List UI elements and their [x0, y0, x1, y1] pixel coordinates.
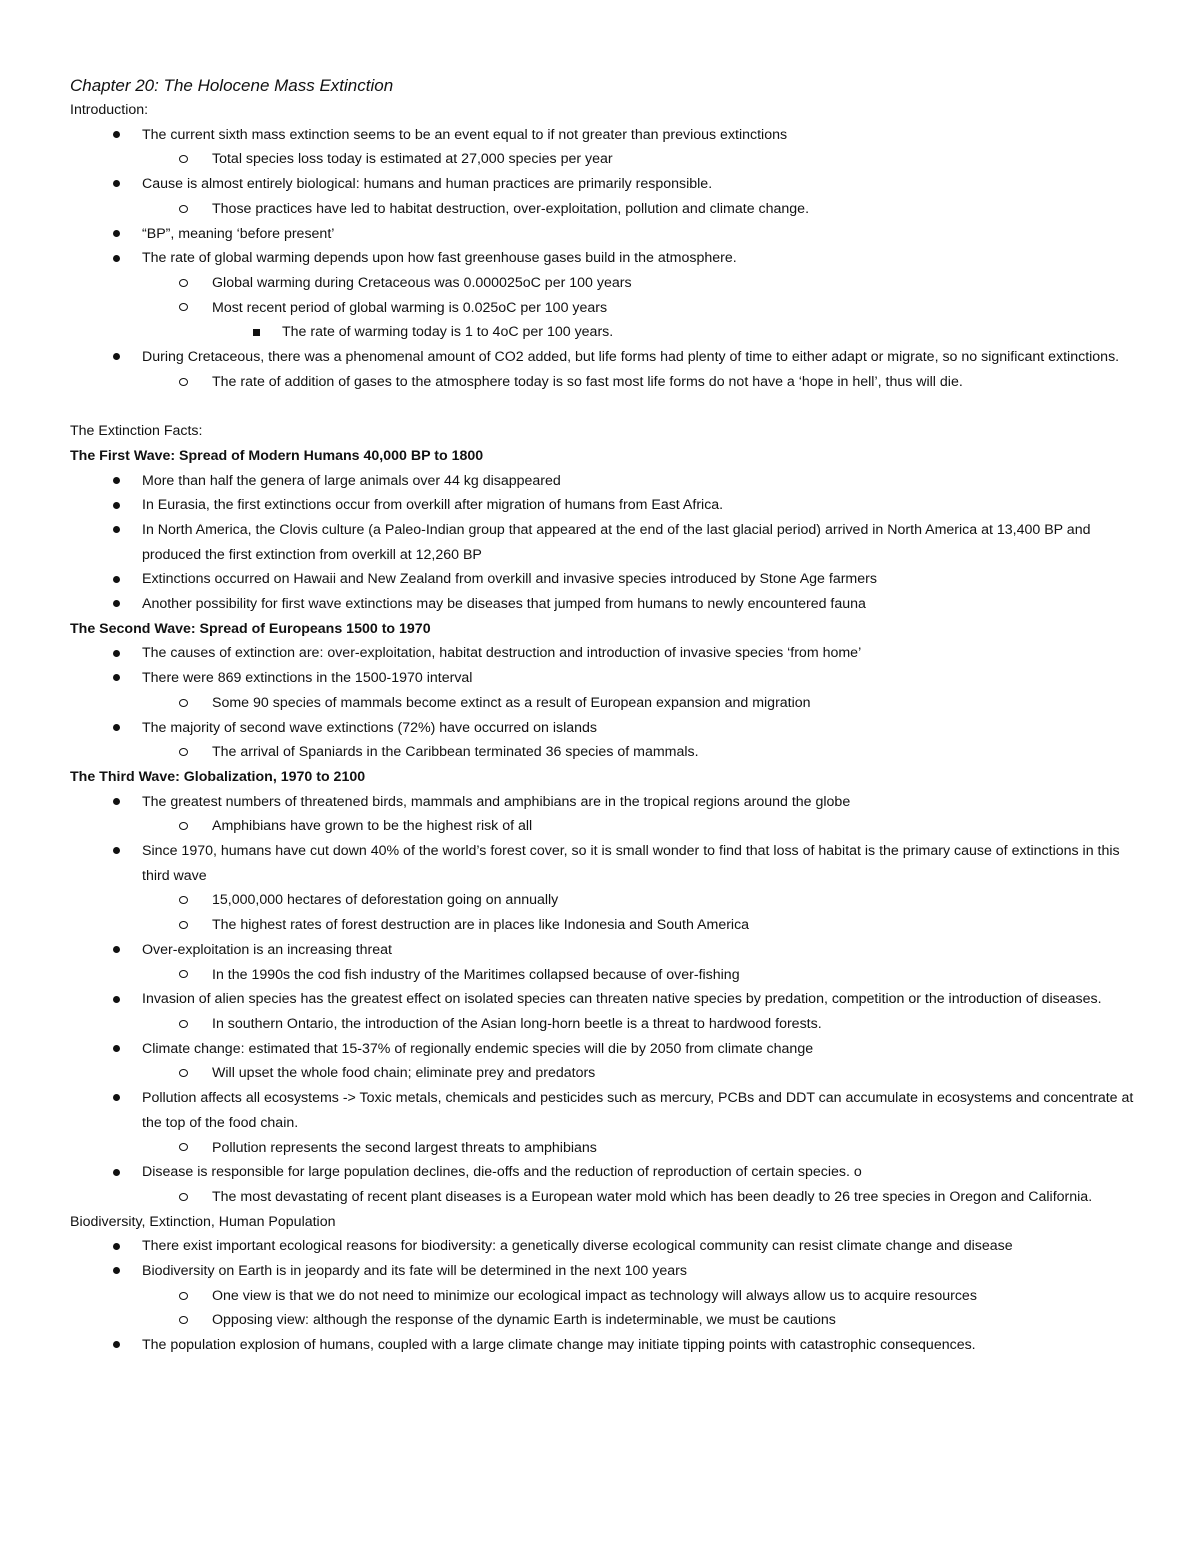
line-text: The most devastating of recent plant diseases is a European water mold which has been deadly to 26 tree species in Oregon and California.	[212, 1188, 1093, 1205]
wave-heading	[70, 617, 1150, 642]
sub-bullet-item	[70, 1012, 1150, 1037]
section-heading	[70, 419, 1150, 444]
bullet-dot-icon	[108, 666, 124, 691]
bullet-dot-icon	[108, 938, 124, 963]
bullet-circle-icon	[175, 740, 191, 765]
bullet-item	[70, 641, 1150, 666]
line-text: One view is that we do not need to minimize our ecological impact as technology will always allow us to acquire resources	[212, 1287, 977, 1304]
bullet-item	[70, 1234, 1150, 1259]
line-text: Pollution represents the second largest threats to amphibians	[212, 1139, 597, 1156]
sub-bullet-item	[70, 197, 1150, 222]
sub-sub-bullet-item	[70, 320, 1150, 345]
bullet-circle-icon	[175, 147, 191, 172]
bullet-dot-icon	[108, 222, 124, 247]
line-text: More than half the genera of large animals over 44 kg disappeared	[142, 472, 561, 489]
bullet-dot-icon	[108, 1333, 124, 1358]
line-text: Climate change: estimated that 15-37% of regionally endemic species will die by 2050 from climate change	[142, 1040, 814, 1057]
wave-heading	[70, 444, 1150, 469]
bullet-circle-icon	[175, 814, 191, 839]
bullet-item	[70, 938, 1150, 963]
sub-bullet-item	[70, 296, 1150, 321]
line-text: The First Wave: Spread of Modern Humans 40,000 BP to 1800	[70, 447, 484, 464]
bullet-circle-icon	[175, 296, 191, 321]
bullet-circle-icon	[175, 888, 191, 913]
line-text: Invasion of alien species has the greatest effect on isolated species can threaten native species by predation, competition or the introduction of diseases.	[142, 991, 1102, 1008]
bullet-dot-icon	[108, 172, 124, 197]
bullet-dot-icon	[108, 1160, 124, 1185]
bullet-item	[70, 246, 1150, 271]
bullet-item	[70, 666, 1150, 691]
line-text: There exist important ecological reasons for biodiversity: a genetically diverse ecological community can resist climate change and disease	[142, 1238, 1013, 1255]
sub-bullet-item	[70, 271, 1150, 296]
bullet-item	[70, 790, 1150, 815]
bullet-dot-icon	[108, 345, 124, 370]
line-text: “BP”, meaning ‘before present’	[142, 225, 335, 242]
bullet-dot-icon	[108, 839, 124, 864]
bullet-dot-icon	[108, 987, 124, 1012]
sub-bullet-item	[70, 370, 1150, 395]
bullet-dot-icon	[108, 1234, 124, 1259]
bullet-circle-icon	[175, 1136, 191, 1161]
line-text: During Cretaceous, there was a phenomenal amount of CO2 added, but life forms had plenty of time to either adapt or migrate, so no significant extinctions.	[142, 349, 1120, 366]
line-text: The rate of global warming depends upon how fast greenhouse gases build in the atmosphere.	[142, 250, 737, 267]
bullet-dot-icon	[108, 1259, 124, 1284]
sub-bullet-item	[70, 888, 1150, 913]
bullet-item	[70, 172, 1150, 197]
line-text: The highest rates of forest destruction are in places like Indonesia and South America	[212, 917, 750, 934]
bullet-dot-icon	[108, 518, 124, 543]
bullet-dot-icon	[108, 1086, 124, 1111]
line-text: Will upset the whole food chain; eliminate prey and predators	[212, 1065, 596, 1082]
bullet-circle-icon	[175, 1012, 191, 1037]
bullet-circle-icon	[175, 197, 191, 222]
line-text: In Eurasia, the first extinctions occur from overkill after migration of humans from East Africa.	[142, 497, 724, 514]
line-text: The Extinction Facts:	[70, 423, 203, 440]
line-text: Another possibility for first wave extinctions may be diseases that jumped from humans to newly encountered fauna	[142, 596, 866, 613]
bullet-dot-icon	[108, 790, 124, 815]
bullet-circle-icon	[175, 1308, 191, 1333]
bullet-item	[70, 222, 1150, 247]
bullet-item	[70, 518, 1150, 567]
sub-bullet-item	[70, 913, 1150, 938]
bullet-item	[70, 469, 1150, 494]
bullet-item	[70, 716, 1150, 741]
bullet-dot-icon	[108, 123, 124, 148]
sub-bullet-item	[70, 1185, 1150, 1210]
sub-bullet-item	[70, 1284, 1150, 1309]
line-text: 15,000,000 hectares of deforestation going on annually	[212, 892, 559, 909]
line-text: Biodiversity on Earth is in jeopardy and its fate will be determined in the next 100 years	[142, 1263, 687, 1280]
bullet-circle-icon	[175, 963, 191, 988]
bullet-circle-icon	[175, 1284, 191, 1309]
document-body	[70, 74, 1150, 1358]
bullet-item	[70, 1259, 1150, 1284]
bullet-item	[70, 345, 1150, 370]
line-text: The arrival of Spaniards in the Caribbean terminated 36 species of mammals.	[212, 744, 699, 761]
bullet-circle-icon	[175, 1061, 191, 1086]
bullet-dot-icon	[108, 493, 124, 518]
line-text: The population explosion of humans, coupled with a large climate change may initiate tipping points with catastrophic consequences.	[142, 1337, 976, 1354]
bullet-item	[70, 987, 1150, 1012]
line-text: Global warming during Cretaceous was 0.000025oC per 100 years	[212, 274, 632, 291]
bullet-circle-icon	[175, 271, 191, 296]
bullet-item	[70, 592, 1150, 617]
bullet-item	[70, 1333, 1150, 1358]
sub-bullet-item	[70, 1061, 1150, 1086]
section-heading	[70, 1210, 1150, 1235]
sub-bullet-item	[70, 963, 1150, 988]
line-text: The majority of second wave extinctions (72%) have occurred on islands	[142, 719, 598, 736]
bullet-item	[70, 839, 1150, 888]
line-text: Over-exploitation is an increasing threat	[142, 941, 392, 958]
line-text: Since 1970, humans have cut down 40% of the world’s forest cover, so it is small wonder to find that loss of habitat is the primary cause of extinctions in this third wave	[142, 843, 1120, 884]
bullet-circle-icon	[175, 691, 191, 716]
notes-list	[70, 98, 1150, 1358]
bullet-item	[70, 1037, 1150, 1062]
sub-bullet-item	[70, 691, 1150, 716]
sub-bullet-item	[70, 814, 1150, 839]
sub-bullet-item	[70, 740, 1150, 765]
line-text: Most recent period of global warming is 0.025oC per 100 years	[212, 299, 608, 316]
sub-bullet-item	[70, 1136, 1150, 1161]
line-text: The rate of warming today is 1 to 4oC per 100 years.	[282, 324, 614, 341]
line-text: Disease is responsible for large population declines, die-offs and the reduction of reproduction of certain species. o	[142, 1164, 862, 1181]
bullet-item	[70, 493, 1150, 518]
line-text: The rate of addition of gases to the atmosphere today is so fast most life forms do not have a ‘hope in hell’, thus will die.	[212, 373, 963, 390]
bullet-item	[70, 1160, 1150, 1185]
line-text: Opposing view: although the response of the dynamic Earth is indeterminable, we must be cautions	[212, 1312, 836, 1329]
line-text: Pollution affects all ecosystems -> Toxic metals, chemicals and pesticides such as mercury, PCBs and DDT can accumulate in ecosystems and concentrate at the top of the food chain.	[142, 1090, 1134, 1131]
line-text: In the 1990s the cod fish industry of the Maritimes collapsed because of over-fishing	[212, 966, 740, 983]
bullet-dot-icon	[108, 641, 124, 666]
line-text: Biodiversity, Extinction, Human Population	[70, 1213, 336, 1230]
page-title: Chapter 20: The Holocene Mass Extinction	[70, 76, 394, 95]
wave-heading	[70, 765, 1150, 790]
bullet-dot-icon	[108, 1037, 124, 1062]
bullet-dot-icon	[108, 567, 124, 592]
bullet-item	[70, 123, 1150, 148]
line-text: The greatest numbers of threatened birds, mammals and amphibians are in the tropical regions around the globe	[142, 793, 851, 810]
bullet-circle-icon	[175, 913, 191, 938]
sub-bullet-item	[70, 1308, 1150, 1333]
sub-bullet-item	[70, 147, 1150, 172]
line-text: In southern Ontario, the introduction of the Asian long-horn beetle is a threat to hardwood forests.	[212, 1016, 822, 1032]
bullet-dot-icon	[108, 246, 124, 271]
bullet-circle-icon	[175, 1185, 191, 1210]
bullet-dot-icon	[108, 469, 124, 494]
blank-line	[70, 394, 1150, 419]
line-text: In North America, the Clovis culture (a Paleo-Indian group that appeared at the end of the last glacial period) arrived in North America at 13,400 BP and produced the first extinction from overkill at 12,260 BP	[142, 521, 1091, 563]
line-text: The causes of extinction are: over-exploitation, habitat destruction and introduction of invasive species ‘from home’	[142, 645, 862, 662]
bullet-item	[70, 567, 1150, 592]
line-text: Total species loss today is estimated at 27,000 species per year	[212, 151, 613, 168]
line-text: Cause is almost entirely biological: humans and human practices are primarily responsible.	[142, 176, 713, 193]
line-text: Some 90 species of mammals become extinct as a result of European expansion and migration	[212, 694, 811, 711]
bullet-item	[70, 1086, 1150, 1135]
line-text: The Second Wave: Spread of Europeans 1500 to 1970	[70, 620, 431, 637]
line-text: The Third Wave: Globalization, 1970 to 2100	[70, 768, 366, 785]
line-text: Those practices have led to habitat destruction, over-exploitation, pollution and climate change.	[212, 200, 810, 217]
section-heading	[70, 98, 1150, 123]
line-text: There were 869 extinctions in the 1500-1970 interval	[142, 670, 473, 687]
bullet-square-icon	[248, 320, 264, 345]
line-text: The current sixth mass extinction seems to be an event equal to if not greater than previous extinctions	[142, 126, 788, 143]
bullet-circle-icon	[175, 370, 191, 395]
line-text: Introduction:	[70, 102, 149, 118]
line-text: Amphibians have grown to be the highest risk of all	[212, 818, 533, 835]
bullet-dot-icon	[108, 592, 124, 617]
bullet-dot-icon	[108, 716, 124, 741]
line-text: Extinctions occurred on Hawaii and New Zealand from overkill and invasive species introduced by Stone Age farmers	[142, 571, 877, 588]
